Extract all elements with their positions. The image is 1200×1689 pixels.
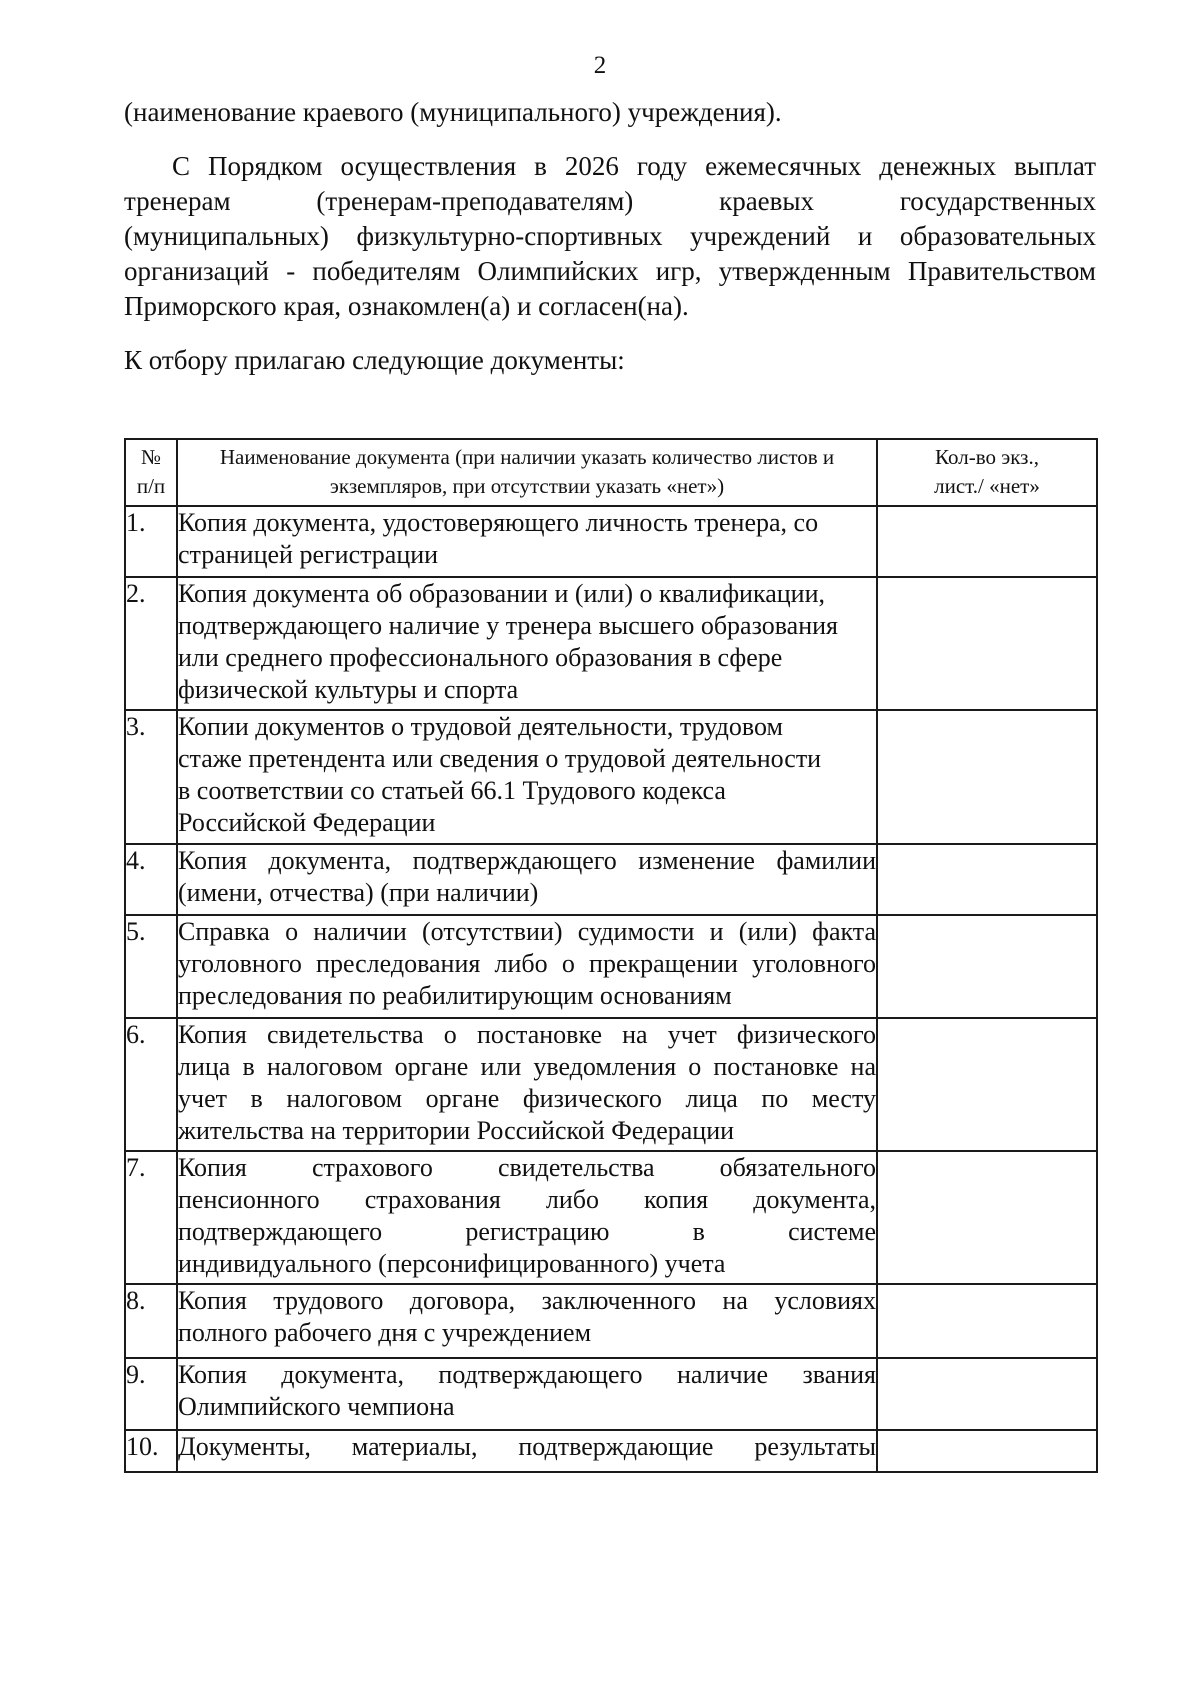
table-row: [125, 577, 1097, 710]
document-name-line: или среднего профессионального образования в сфере: [178, 643, 783, 672]
header-document-name: [177, 439, 877, 506]
quantity-cell[interactable]: [877, 710, 1097, 844]
paragraph-line: тренерам (тренерам-преподавателям) краевых государственных: [124, 186, 1096, 216]
document-name-line: Российской Федерации: [178, 808, 436, 837]
row-number: 3.: [125, 710, 177, 844]
institution-name-caption: (наименование краевого (муниципального) учреждения).: [124, 97, 782, 127]
document-name: [177, 506, 877, 577]
document-name: [177, 1430, 877, 1472]
document-name-line: Олимпийского чемпиона: [178, 1392, 455, 1421]
header-quantity-line: лист./ «нет»: [934, 474, 1040, 498]
row-number: 6.: [125, 1018, 177, 1151]
table-row: [125, 710, 1097, 844]
paragraph-line: Приморского края, ознакомлен(а) и согласен(на).: [124, 291, 689, 321]
quantity-cell[interactable]: [877, 915, 1097, 1018]
row-number: 1.: [125, 506, 177, 577]
quantity-cell[interactable]: [877, 844, 1097, 915]
document-name-line: преследования по реабилитирующим основаниям: [178, 981, 732, 1010]
document-name-line: Документы, материалы, подтверждающие результаты: [178, 1432, 876, 1461]
document-name: [177, 915, 877, 1018]
row-number: 5.: [125, 915, 177, 1018]
document-name-line: Копия страхового свидетельства обязательного: [178, 1153, 876, 1182]
table-row: [125, 1430, 1097, 1472]
document-name: [177, 577, 877, 710]
row-number: 4.: [125, 844, 177, 915]
header-number: [125, 439, 177, 506]
quantity-cell[interactable]: [877, 1358, 1097, 1430]
document-name-line: полного рабочего дня с учреждением: [178, 1318, 592, 1347]
table-row: [125, 1018, 1097, 1151]
table-row: [125, 1284, 1097, 1358]
document-name: [177, 1358, 877, 1430]
document-name-line: Копии документов о трудовой деятельности, трудовом: [178, 712, 783, 741]
documents-intro: К отбору прилагаю следующие документы:: [124, 345, 625, 375]
quantity-cell[interactable]: [877, 506, 1097, 577]
document-name-line: (имени, отчества) (при наличии): [178, 878, 539, 907]
row-number: 10.: [125, 1430, 177, 1472]
document-name-line: Копия документа об образовании и (или) о квалификации,: [178, 579, 825, 608]
row-number: 9.: [125, 1358, 177, 1430]
document-name-line: учет в налоговом органе физического лица по месту: [178, 1084, 876, 1113]
document-name-line: Справка о наличии (отсутствии) судимости и (или) факта: [178, 917, 876, 946]
document-name-line: Копия документа, подтверждающего изменение фамилии: [178, 846, 876, 875]
header-quantity: [877, 439, 1097, 506]
quantity-cell[interactable]: [877, 1018, 1097, 1151]
document-name-line: физической культуры и спорта: [178, 675, 519, 704]
quantity-cell[interactable]: [877, 577, 1097, 710]
document-name-line: Копия документа, удостоверяющего личность тренера, со: [178, 508, 819, 537]
table-row: [125, 844, 1097, 915]
table-header-row: [125, 439, 1097, 506]
page-number: 2: [593, 52, 607, 79]
table-row: [125, 915, 1097, 1018]
document-name: [177, 844, 877, 915]
quantity-cell[interactable]: [877, 1430, 1097, 1472]
paragraph-line: организаций - победителям Олимпийских игр, утвержденным Правительством: [124, 256, 1096, 286]
document-name-line: уголовного преследования либо о прекращении уголовного: [178, 949, 876, 978]
document-name-line: пенсионного страхования либо копия документа,: [178, 1185, 876, 1214]
row-number: 7.: [125, 1151, 177, 1284]
header-number-line: п/п: [136, 474, 166, 498]
document-name-line: в соответствии со статьей 66.1 Трудового кодекса: [178, 776, 726, 805]
document-name-line: подтверждающего регистрацию в системе: [178, 1217, 876, 1246]
paragraph-line: С Порядком осуществления в 2026 году ежемесячных денежных выплат: [172, 151, 1096, 181]
table-row: [125, 1358, 1097, 1430]
header-name-line: экземпляров, при отсутствии указать «нет»): [329, 474, 725, 498]
quantity-cell[interactable]: [877, 1151, 1097, 1284]
quantity-cell[interactable]: [877, 1284, 1097, 1358]
document-name: [177, 1151, 877, 1284]
row-number: 8.: [125, 1284, 177, 1358]
document-name-line: жительства на территории Российской Федерации: [178, 1116, 735, 1145]
document-name-line: страницей регистрации: [178, 540, 439, 569]
document-name-line: Копия свидетельства о постановке на учет физического: [178, 1020, 876, 1049]
document-name-line: стаже претендента или сведения о трудовой деятельности: [178, 744, 822, 773]
document-name-line: лица в налоговом органе или уведомления о постановке на: [178, 1052, 876, 1081]
header-name-line: Наименование документа (при наличии указать количество листов и: [219, 445, 835, 469]
document-name-line: Копия документа, подтверждающего наличие звания: [178, 1360, 876, 1389]
header-number-line: №: [140, 445, 162, 469]
table-row: [125, 1151, 1097, 1284]
row-number: 2.: [125, 577, 177, 710]
table-row: [125, 506, 1097, 577]
paragraph-line: (муниципальных) физкультурно-спортивных учреждений и образовательных: [124, 221, 1096, 251]
document-name: [177, 1018, 877, 1151]
document-name-line: Копия трудового договора, заключенного на условиях: [178, 1286, 876, 1315]
document-name: [177, 710, 877, 844]
documents-table: [124, 438, 1098, 1473]
document-name-line: подтверждающего наличие у тренера высшего образования: [178, 611, 838, 640]
document-name: [177, 1284, 877, 1358]
header-quantity-line: Кол-во экз.,: [935, 445, 1039, 469]
document-name-line: индивидуального (персонифицированного) учета: [178, 1249, 726, 1278]
